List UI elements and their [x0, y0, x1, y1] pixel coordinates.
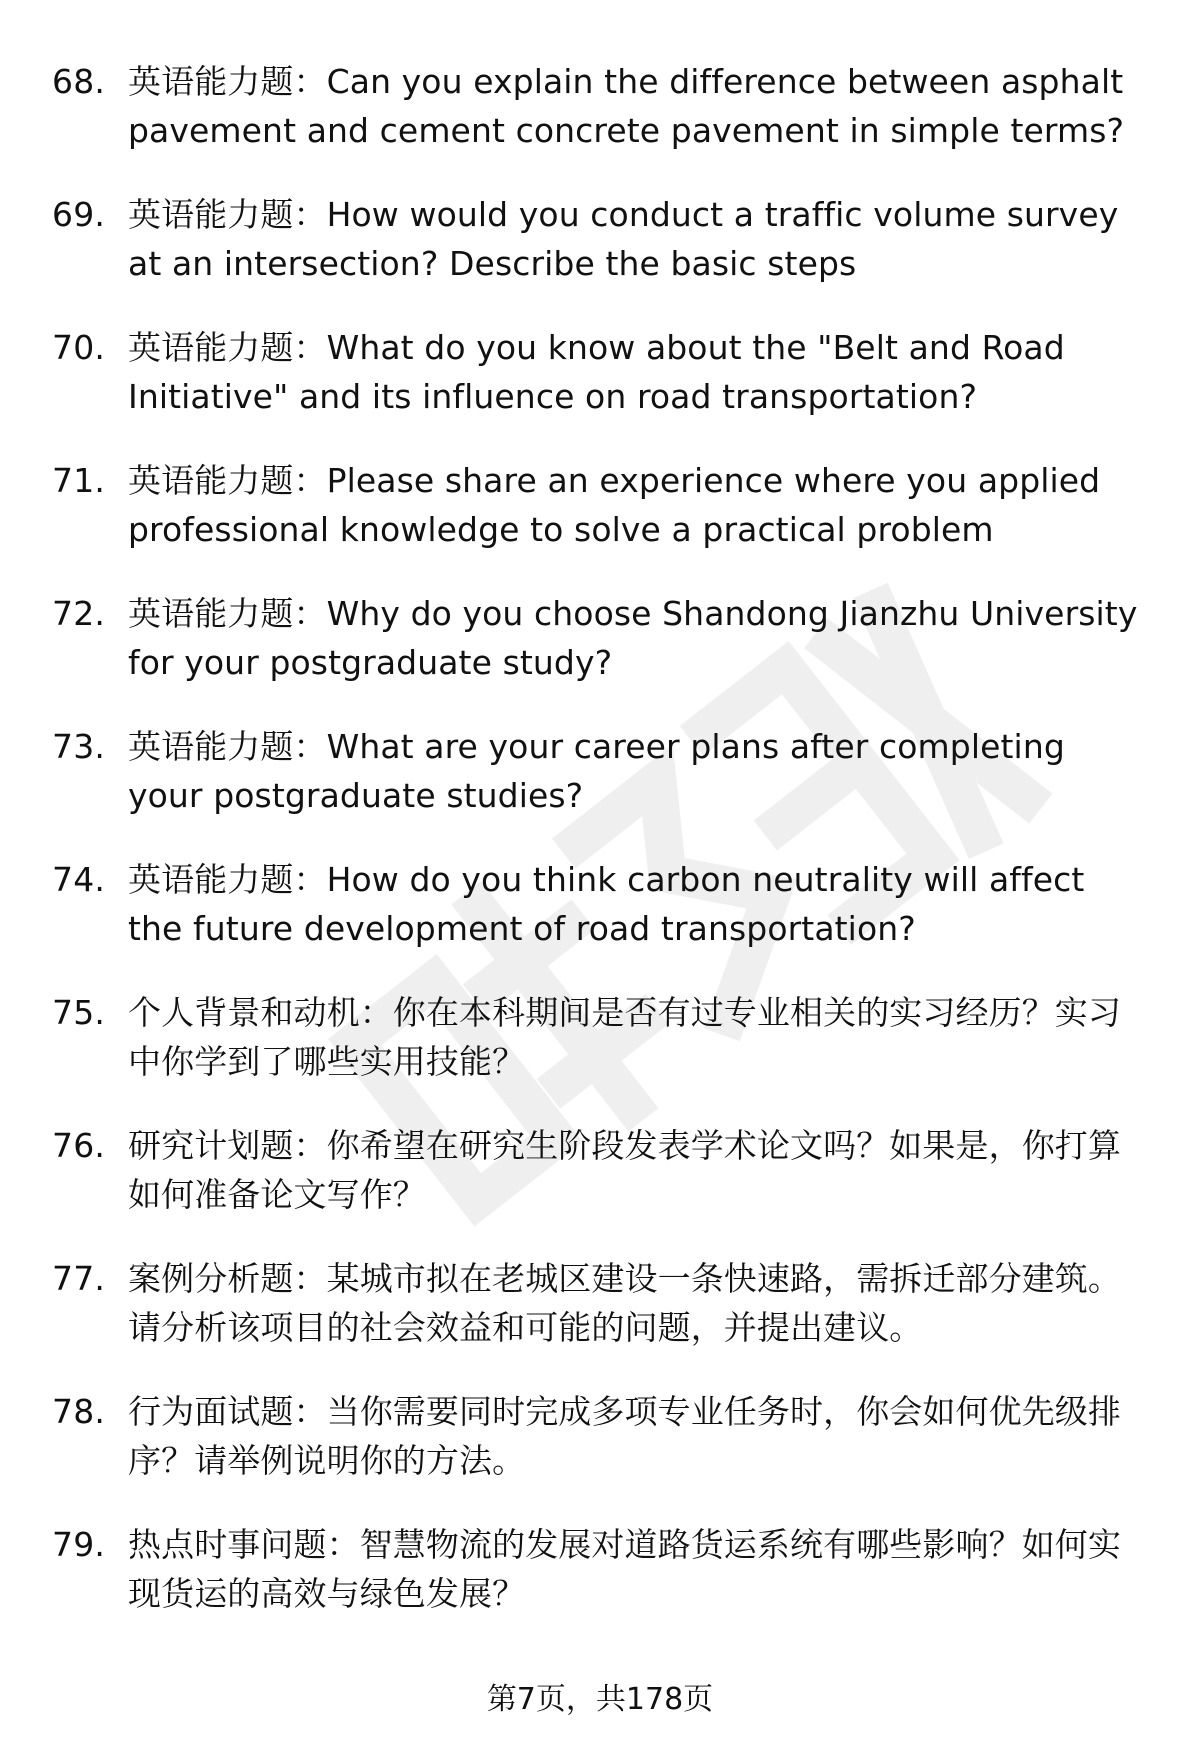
question-text: 英语能力题：What are your career plans after completing your postgraduate studies?: [128, 727, 1065, 815]
question-text: 英语能力题：How do you think carbon neutrality will affect the future development of road transportation?: [128, 860, 1085, 948]
question-number: 75.: [52, 993, 106, 1032]
question-item: [52, 989, 1142, 1086]
question-number: 73.: [52, 727, 106, 766]
question-number: 72.: [52, 594, 106, 633]
question-text: 个人背景和动机：你在本科期间是否有过专业相关的实习经历？实习中你学到了哪些实用技能？: [128, 993, 1121, 1081]
question-text: 英语能力题：Can you explain the difference between asphalt pavement and cement concrete pavement in simple terms?: [128, 62, 1125, 150]
question-text: 英语能力题：Please share an experience where you applied professional knowledge to solve a practical problem: [128, 461, 1101, 549]
question-item: [52, 457, 1142, 554]
question-number: 79.: [52, 1525, 106, 1564]
question-item: [52, 58, 1142, 155]
question-number: 78.: [52, 1392, 106, 1431]
question-item: [52, 856, 1142, 953]
question-item: [52, 324, 1142, 421]
question-text: 热点时事问题：智慧物流的发展对道路货运系统有哪些影响？如何实现货运的高效与绿色发展？: [128, 1525, 1121, 1613]
question-number: 71.: [52, 461, 106, 500]
question-number: 70.: [52, 328, 106, 367]
question-number: 76.: [52, 1126, 106, 1165]
question-number: 69.: [52, 195, 106, 234]
question-number: 77.: [52, 1259, 106, 1298]
question-number: 74.: [52, 860, 106, 899]
question-text: 英语能力题：How would you conduct a traffic volume survey at an intersection? Describe the basic steps: [128, 195, 1119, 283]
question-item: [52, 1388, 1142, 1485]
question-item: [52, 590, 1142, 687]
question-text: 行为面试题：当你需要同时完成多项专业任务时，你会如何优先级排序？请举例说明你的方法。: [128, 1392, 1121, 1480]
question-item: [52, 1521, 1142, 1618]
question-text: 英语能力题：Why do you choose Shandong Jianzhu University for your postgraduate study?: [128, 594, 1138, 682]
question-number: 68.: [52, 62, 106, 101]
question-item: [52, 1255, 1142, 1352]
question-list: [52, 58, 1142, 1654]
question-text: 案例分析题：某城市拟在老城区建设一条快速路，需拆迁部分建筑。请分析该项目的社会效益和可能的问题，并提出建议。: [128, 1259, 1121, 1347]
page-footer: 第7页，共178页: [486, 1682, 714, 1717]
question-text: 英语能力题：What do you know about the "Belt and Road Initiative" and its influence on road transportation?: [128, 328, 1065, 416]
question-item: [52, 723, 1142, 820]
question-text: 研究计划题：你希望在研究生阶段发表学术论文吗？如果是，你打算如何准备论文写作？: [128, 1126, 1121, 1214]
question-item: [52, 191, 1142, 288]
question-item: [52, 1122, 1142, 1219]
